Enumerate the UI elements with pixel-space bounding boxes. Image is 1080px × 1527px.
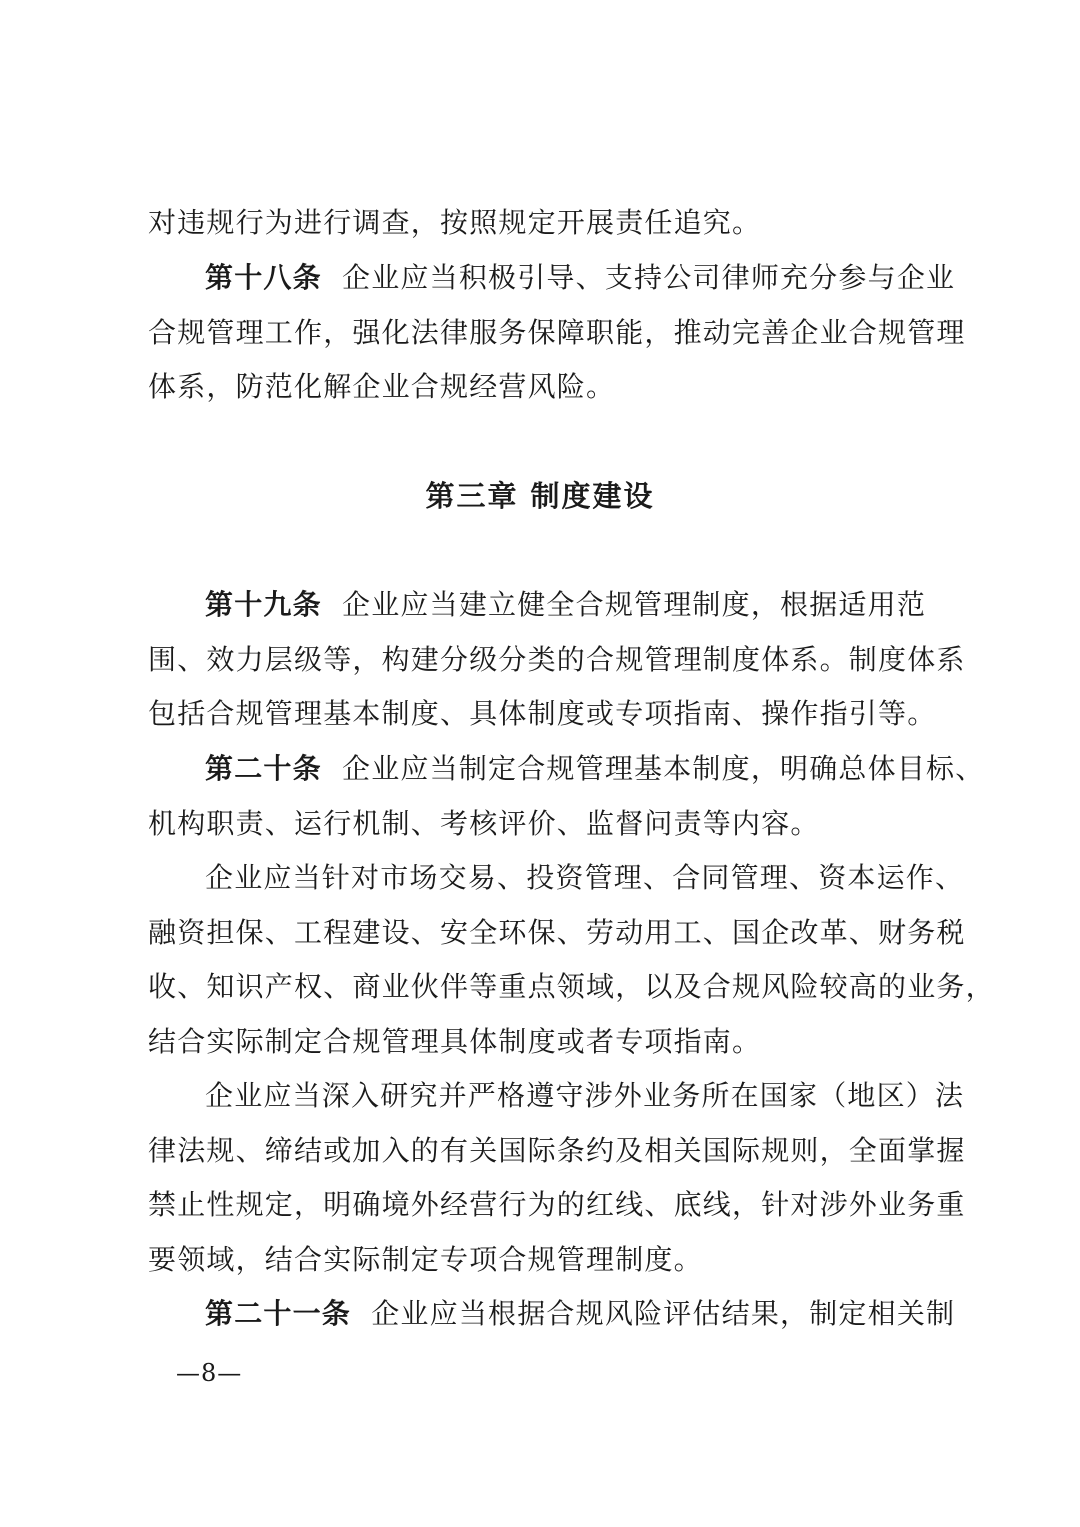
article-18-first-line bbox=[205, 258, 956, 298]
article-text: 企业应当建立健全合规管理制度，根据适用范 bbox=[342, 588, 927, 621]
paragraph-line: 机构职责、运行机制、考核评价、监督问责等内容。 bbox=[148, 807, 820, 840]
article-heading: 第二十条 bbox=[205, 752, 322, 785]
paragraph-line: 收、知识产权、商业伙伴等重点领域，以及合规风险较高的业务， bbox=[148, 970, 995, 1003]
paragraph-line: 结合实际制定合规管理具体制度或者专项指南。 bbox=[148, 1025, 762, 1058]
paragraph-line: 体系，防范化解企业合规经营风险。 bbox=[148, 370, 616, 403]
paragraph-line: 包括合规管理基本制度、具体制度或专项指南、操作指引等。 bbox=[148, 697, 937, 730]
paragraph-line: 对违规行为进行调查，按照规定开展责任追究。 bbox=[148, 206, 762, 239]
paragraph-line: 禁止性规定，明确境外经营行为的红线、底线，针对涉外业务重 bbox=[148, 1188, 966, 1221]
article-heading: 第二十一条 bbox=[205, 1297, 352, 1330]
article-heading: 第十八条 bbox=[205, 261, 322, 294]
article-20-first-line bbox=[205, 749, 985, 789]
paragraph-line: 律法规、缔结或加入的有关国际条约及相关国际规则，全面掌握 bbox=[148, 1134, 966, 1167]
paragraph-line: 融资担保、工程建设、安全环保、劳动用工、国企改革、财务税 bbox=[148, 916, 966, 949]
paragraph-line: 围、效力层级等，构建分级分类的合规管理制度体系。制度体系 bbox=[148, 643, 966, 676]
article-text: 企业应当制定合规管理基本制度，明确总体目标、 bbox=[342, 752, 985, 785]
article-19-first-line bbox=[205, 585, 948, 625]
paragraph-line: 要领域，结合实际制定专项合规管理制度。 bbox=[148, 1243, 703, 1276]
paragraph-line: 合规管理工作，强化法律服务保障职能，推动完善企业合规管理 bbox=[148, 316, 966, 349]
chapter-title: 第三章 制度建设 bbox=[425, 479, 655, 513]
article-21-first-line bbox=[205, 1294, 956, 1334]
paragraph-line: 企业应当针对市场交易、投资管理、合同管理、资本运作、 bbox=[205, 861, 965, 894]
page-number: —8— bbox=[176, 1359, 243, 1387]
article-heading: 第十九条 bbox=[205, 588, 322, 621]
article-text: 企业应当根据合规风险评估结果，制定相关制 bbox=[371, 1297, 956, 1330]
article-text: 企业应当积极引导、支持公司律师充分参与企业 bbox=[342, 261, 956, 294]
paragraph-line: 企业应当深入研究并严格遵守涉外业务所在国家（地区）法 bbox=[205, 1079, 965, 1112]
